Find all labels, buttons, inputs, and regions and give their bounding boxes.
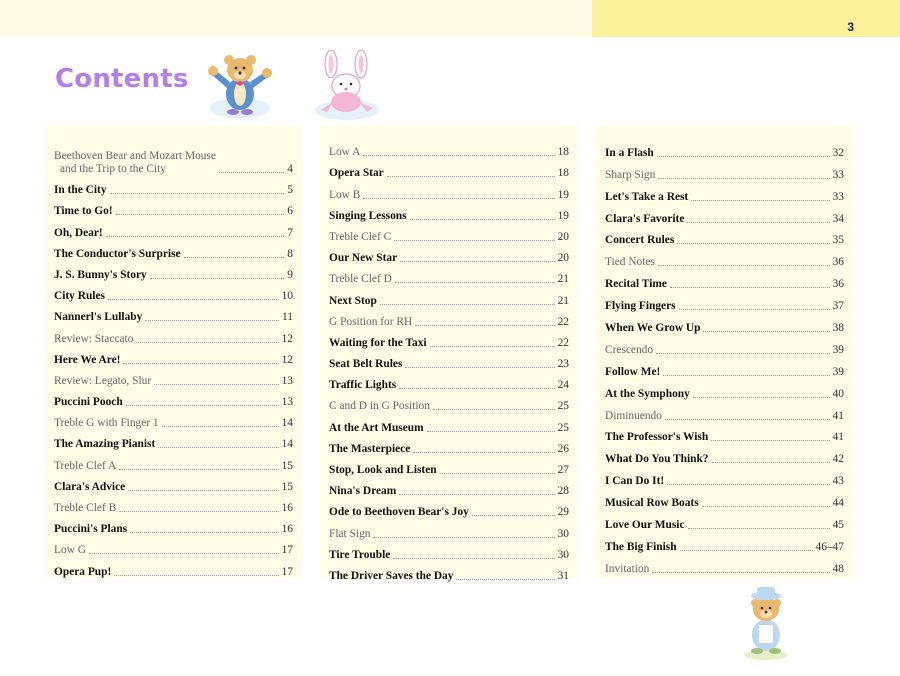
dot-leader xyxy=(703,331,829,332)
toc-entry-page: 20 xyxy=(557,230,569,243)
toc-entry[interactable] xyxy=(320,541,578,562)
toc-entry-page: 39 xyxy=(832,343,844,356)
toc-entry[interactable] xyxy=(596,269,853,291)
toc-entry-title: Treble Clef B xyxy=(54,502,117,514)
toc-entry[interactable] xyxy=(596,379,853,401)
toc-entry-page: 25 xyxy=(557,421,569,434)
toc-entry-page: 33 xyxy=(832,190,844,203)
waving-bear-illustration xyxy=(205,48,275,120)
toc-entry[interactable] xyxy=(320,244,578,265)
dot-leader xyxy=(184,257,285,258)
toc-entry[interactable] xyxy=(320,350,578,371)
dot-leader xyxy=(136,342,278,343)
toc-entry[interactable] xyxy=(320,223,578,244)
toc-entry-page: 35 xyxy=(832,234,844,247)
toc-entry-page: 17 xyxy=(281,544,293,557)
toc-entry-title-line-1: Beethoven Bear and Mozart Mouse xyxy=(54,150,216,162)
toc-entry[interactable] xyxy=(45,240,302,261)
dot-leader xyxy=(430,346,555,347)
toc-entry-title: The Big Finish xyxy=(605,540,677,553)
toc-entry-page: 21 xyxy=(557,273,569,286)
toc-entry[interactable] xyxy=(45,430,302,451)
toc-entry[interactable] xyxy=(596,204,853,226)
toc-entry-page: 26 xyxy=(557,442,569,455)
toc-entry[interactable] xyxy=(596,182,853,204)
toc-entry-title: Love Our Music xyxy=(605,519,685,532)
toc-entry[interactable] xyxy=(45,218,302,239)
toc-entry-title: The Professor's Wish xyxy=(605,431,709,444)
dot-leader xyxy=(667,484,829,485)
toc-entry-title: Singing Lessons xyxy=(329,209,407,222)
dot-leader xyxy=(456,579,554,580)
toc-entry-title: Low A xyxy=(329,146,361,159)
toc-entry[interactable] xyxy=(320,329,578,350)
toc-entry-title: Puccini Pooch xyxy=(54,396,123,409)
toc-entry-title: Concert Rules xyxy=(605,234,675,247)
toc-entry[interactable] xyxy=(320,265,578,286)
dot-leader xyxy=(665,419,830,420)
toc-entry-title: G Position for RH xyxy=(329,315,413,328)
toc-entry-title: Oh, Dear! xyxy=(54,226,103,239)
dot-leader xyxy=(472,515,555,516)
toc-entry-page: 44 xyxy=(832,497,844,510)
dot-leader xyxy=(399,388,554,389)
toc-entry-page: 22 xyxy=(557,336,569,349)
toc-entry-title: Puccini's Plans xyxy=(54,523,128,536)
dot-leader xyxy=(126,405,279,406)
dot-leader xyxy=(363,155,554,156)
toc-entry-title-line-2: and the Trip to the City xyxy=(60,163,167,175)
dot-leader xyxy=(400,261,554,262)
toc-entry-title: At the Art Museum xyxy=(329,421,424,434)
toc-entry[interactable] xyxy=(45,515,302,536)
dot-leader xyxy=(130,532,279,533)
toc-entry-page: 6 xyxy=(287,205,293,218)
toc-entry-title: Stop, Look and Listen xyxy=(329,464,437,476)
toc-entry-title: The Conductor's Surprise xyxy=(54,247,181,260)
toc-entry-title: Flying Fingers xyxy=(605,300,676,313)
toc-entry-title: Nannerl's Lullaby xyxy=(54,311,143,324)
toc-entry-page: 36 xyxy=(832,256,844,269)
toc-entry[interactable] xyxy=(320,413,578,434)
toc-entry-page: 8 xyxy=(287,247,293,260)
toc-entry[interactable] xyxy=(596,423,853,445)
toc-entry[interactable] xyxy=(45,388,302,409)
toc-entry-page: 42 xyxy=(832,453,844,466)
toc-entry[interactable] xyxy=(596,357,853,379)
toc-entry[interactable] xyxy=(320,159,578,180)
toc-entry-page: 4 xyxy=(287,163,293,175)
page-number: 3 xyxy=(847,20,854,34)
toc-entry-page: 9 xyxy=(287,268,293,281)
toc-entry[interactable] xyxy=(320,477,578,498)
toc-entry-page: 45 xyxy=(832,519,844,532)
dot-leader xyxy=(670,287,830,288)
toc-entry-page: 18 xyxy=(557,167,569,180)
toc-entry-page: 23 xyxy=(557,358,569,371)
dot-leader xyxy=(219,172,284,173)
toc-entry-page: 16 xyxy=(281,502,293,514)
toc-entry-title: Ode to Beethoven Bear's Joy xyxy=(329,506,469,519)
dot-leader xyxy=(158,447,278,448)
toc-entry-title: Clara's Advice xyxy=(54,480,126,493)
toc-entry-title: At the Symphony xyxy=(605,387,690,400)
toc-entry-title: Low G xyxy=(54,544,86,557)
toc-entry[interactable] xyxy=(596,160,853,182)
dot-leader xyxy=(363,198,554,199)
toc-entry-title: Time to Go! xyxy=(54,205,113,218)
toc-entry[interactable] xyxy=(45,367,302,388)
toc-entry[interactable] xyxy=(596,226,853,248)
toc-entry-title: Sharp Sign xyxy=(605,168,656,181)
toc-entry-title: Waiting for the Taxi xyxy=(329,336,427,349)
dot-leader xyxy=(119,469,278,470)
toc-entry[interactable] xyxy=(320,498,578,519)
dot-leader xyxy=(145,320,279,321)
toc-entry-title: Our New Star xyxy=(329,252,398,265)
toc-entry[interactable] xyxy=(596,401,853,423)
toc-entry-page: 16 xyxy=(281,523,293,536)
dot-leader xyxy=(410,219,555,220)
dot-leader xyxy=(658,265,830,266)
toc-entry[interactable] xyxy=(596,466,853,488)
toc-entry-page: 21 xyxy=(557,294,569,307)
toc-entry[interactable] xyxy=(320,180,578,201)
dot-leader xyxy=(413,452,554,453)
toc-entry-title: Traffic Lights xyxy=(329,379,397,392)
toc-entry-page: 19 xyxy=(557,209,569,222)
toc-entry[interactable] xyxy=(596,291,853,313)
toc-entry-page: 41 xyxy=(832,409,844,422)
dot-leader xyxy=(688,528,830,529)
toc-entry-title: City Rules xyxy=(54,290,105,303)
toc-entry[interactable] xyxy=(320,562,578,583)
toc-entry-page: 30 xyxy=(557,548,569,561)
toc-entry-title: Diminuendo xyxy=(605,409,662,422)
toc-entry-page: 24 xyxy=(557,379,569,392)
toc-entry-title: C and D in G Position xyxy=(329,400,430,413)
dot-leader xyxy=(415,325,554,326)
toc-entry-page: 34 xyxy=(832,212,844,225)
toc-entry-title: When We Grow Up xyxy=(605,322,701,335)
toc-entry[interactable] xyxy=(320,138,578,159)
dot-leader xyxy=(380,304,555,305)
toc-entry-title: Opera Star xyxy=(329,167,384,180)
dot-leader xyxy=(680,550,813,551)
dot-leader xyxy=(116,214,285,215)
dot-leader xyxy=(387,176,555,177)
toc-entry-title: Treble Clef C xyxy=(329,230,392,243)
toc-entry-title: What Do You Think? xyxy=(605,453,709,466)
dot-leader xyxy=(652,572,829,573)
toc-entry-title: Treble Clef D xyxy=(329,273,392,286)
toc-entry-page: 22 xyxy=(557,315,569,328)
toc-entry-title: Seat Belt Rules xyxy=(329,358,403,371)
dot-leader xyxy=(663,375,829,376)
toc-entry-title: Musical Row Boats xyxy=(605,497,699,510)
dot-leader xyxy=(658,178,829,179)
toc-entry[interactable] xyxy=(320,435,578,456)
toc-entry-page: 20 xyxy=(557,252,569,265)
toc-entry-title: Review: Legato, Slur xyxy=(54,374,152,387)
toc-entry[interactable] xyxy=(45,557,302,578)
dot-leader xyxy=(150,278,285,279)
toc-entry-title: Recital Time xyxy=(605,278,667,291)
toc-entry-page: 19 xyxy=(557,188,569,201)
toc-entry[interactable] xyxy=(596,444,853,466)
toc-entry-title: Clara's Favorite xyxy=(605,212,685,225)
toc-entry-page: 27 xyxy=(557,464,569,476)
toc-entry-page: 40 xyxy=(832,387,844,400)
dot-leader xyxy=(405,367,554,368)
toc-entry[interactable] xyxy=(320,392,578,413)
toc-entry-title: In a Flash xyxy=(605,146,654,159)
dot-leader xyxy=(162,426,279,427)
dot-leader xyxy=(106,236,285,237)
toc-entry-page: 38 xyxy=(832,322,844,335)
toc-entry-title: The Amazing Pianist xyxy=(54,438,156,451)
toc-entry-page: 46–47 xyxy=(815,540,844,553)
dot-leader xyxy=(123,363,278,364)
toc-entry-title: Tire Trouble xyxy=(329,548,391,561)
toc-entry[interactable] xyxy=(45,138,302,176)
contents-column-1 xyxy=(45,126,302,578)
toc-entry-page: 5 xyxy=(287,184,293,197)
contents-column-2 xyxy=(320,126,578,582)
toc-entry[interactable] xyxy=(45,473,302,494)
toc-entry-page: 30 xyxy=(557,527,569,540)
toc-entry[interactable] xyxy=(320,519,578,540)
toc-entry[interactable] xyxy=(45,494,302,515)
toc-entry-page: 17 xyxy=(281,565,293,578)
toc-entry[interactable] xyxy=(45,197,302,218)
toc-entry[interactable] xyxy=(320,371,578,392)
toc-entry-page: 33 xyxy=(832,168,844,181)
toc-entry-title: Low B xyxy=(329,188,361,201)
toc-entry-title: Invitation xyxy=(605,562,650,575)
toc-entry[interactable] xyxy=(45,324,302,345)
toc-entry-title: The Driver Saves the Day xyxy=(329,569,454,582)
dot-leader xyxy=(114,575,278,576)
dot-leader xyxy=(677,243,829,244)
dot-leader xyxy=(702,506,830,507)
toc-entry-title: Opera Pup! xyxy=(54,565,112,578)
toc-entry-page: 14 xyxy=(281,417,293,430)
toc-entry-title: J. S. Bunny's Story xyxy=(54,268,147,281)
toc-entry-page: 41 xyxy=(832,431,844,444)
dot-leader xyxy=(89,553,279,554)
toc-entry[interactable] xyxy=(45,282,302,303)
contents-column-3 xyxy=(596,126,853,578)
toc-entry[interactable] xyxy=(45,176,302,197)
toc-entry-title: Review: Staccato xyxy=(54,332,134,345)
toc-entry-page: 12 xyxy=(281,332,293,345)
toc-entry-page: 7 xyxy=(287,226,293,239)
toc-entry-page: 37 xyxy=(832,300,844,313)
toc-entry-page: 31 xyxy=(557,569,569,582)
toc-entry-page: 15 xyxy=(281,480,293,493)
toc-entry-title: Here We Are! xyxy=(54,353,121,366)
toc-entry[interactable] xyxy=(596,335,853,357)
toc-entry-page: 13 xyxy=(281,396,293,409)
dot-leader xyxy=(394,240,554,241)
dot-leader xyxy=(440,473,555,474)
dot-leader xyxy=(399,494,554,495)
dot-leader xyxy=(110,193,285,194)
toc-entry[interactable] xyxy=(596,532,853,554)
dot-leader xyxy=(119,511,278,512)
toc-entry[interactable] xyxy=(596,510,853,532)
toc-entry-page: 28 xyxy=(557,485,569,498)
toc-entry-title: Treble Clef A xyxy=(54,459,117,472)
toc-entry[interactable] xyxy=(320,456,578,477)
toc-entry-title: Next Stop xyxy=(329,294,377,307)
dot-leader xyxy=(656,353,830,354)
toc-entry-page: 13 xyxy=(281,374,293,387)
toc-entry-title: Nina's Dream xyxy=(329,485,397,498)
dancing-bunny-illustration xyxy=(307,50,385,122)
toc-entry-title: Flat Sign xyxy=(329,527,371,540)
toc-entry[interactable] xyxy=(596,247,853,269)
toc-entry[interactable] xyxy=(45,303,302,324)
toc-entry-page: 32 xyxy=(832,146,844,159)
toc-entry[interactable] xyxy=(596,554,853,576)
dot-leader xyxy=(128,490,278,491)
toc-entry-title: Treble G with Finger 1 xyxy=(54,417,159,430)
toc-entry[interactable] xyxy=(45,346,302,367)
dot-leader xyxy=(393,558,554,559)
toc-entry-title: Tied Notes xyxy=(605,256,655,269)
toc-entry-page: 11 xyxy=(282,311,293,324)
toc-entry-page: 43 xyxy=(832,475,844,488)
toc-entry[interactable] xyxy=(45,261,302,282)
toc-entry[interactable] xyxy=(320,202,578,223)
toc-entry-title xyxy=(54,150,216,176)
toc-entry[interactable] xyxy=(45,536,302,557)
dot-leader xyxy=(691,200,829,201)
toc-entry[interactable] xyxy=(320,308,578,329)
dot-leader xyxy=(373,537,554,538)
toc-entry[interactable] xyxy=(320,286,578,307)
toc-entry-title: Crescendo xyxy=(605,343,654,356)
toc-entry[interactable] xyxy=(596,138,853,160)
toc-entry-page: 39 xyxy=(832,365,844,378)
dot-leader xyxy=(712,462,830,463)
bear-with-hat-illustration xyxy=(735,583,797,661)
dot-leader xyxy=(108,299,279,300)
toc-entry-page: 36 xyxy=(832,278,844,291)
toc-entry-page: 15 xyxy=(281,459,293,472)
dot-leader xyxy=(657,156,830,157)
toc-entry-title: In the City xyxy=(54,184,107,197)
toc-entry-title: Let's Take a Rest xyxy=(605,190,689,203)
toc-entry-title: I Can Do It! xyxy=(605,475,665,488)
toc-entry[interactable] xyxy=(45,451,302,472)
dot-leader xyxy=(679,309,830,310)
dot-leader xyxy=(711,440,829,441)
toc-entry-page: 14 xyxy=(281,438,293,451)
toc-entry[interactable] xyxy=(596,313,853,335)
toc-entry-title: Follow Me! xyxy=(605,365,661,378)
toc-entry-page: 10 xyxy=(281,290,293,303)
dot-leader xyxy=(433,409,555,410)
page-title: Contents xyxy=(55,64,189,94)
dot-leader xyxy=(427,431,555,432)
toc-entry-page: 18 xyxy=(557,146,569,159)
toc-entry-page: 12 xyxy=(281,353,293,366)
toc-entry-page: 25 xyxy=(557,400,569,413)
dot-leader xyxy=(687,222,829,223)
dot-leader xyxy=(395,282,555,283)
toc-entry-title: The Masterpiece xyxy=(329,442,411,455)
toc-entry-page: 48 xyxy=(832,562,844,575)
dot-leader xyxy=(693,397,830,398)
toc-entry-page: 29 xyxy=(557,506,569,519)
dot-leader xyxy=(154,384,278,385)
toc-entry[interactable] xyxy=(45,409,302,430)
toc-entry[interactable] xyxy=(596,488,853,510)
